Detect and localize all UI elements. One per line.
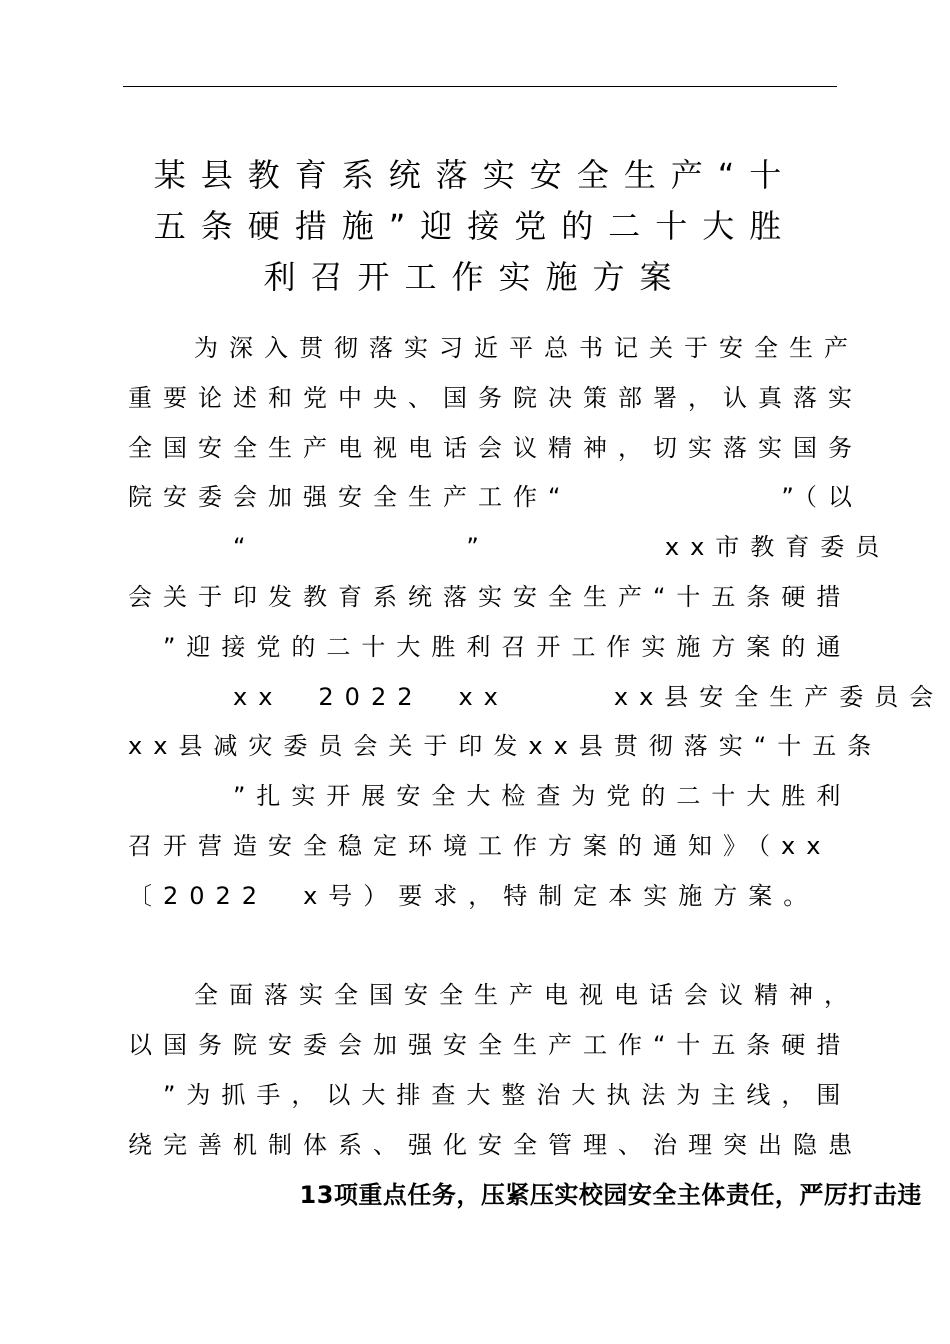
paragraph-line: ”迎接党的二十大胜利召开工作实施方案的通 xyxy=(128,632,852,661)
paragraph-line: 为深入贯彻落实习近平总书记关于安全生产 xyxy=(194,334,859,362)
paragraph-line: 〔2022 x号）要求，特制定本实施方案。 xyxy=(128,881,819,910)
paragraph-line: 全面落实全国安全生产电视电话会议精神， xyxy=(194,981,859,1010)
paragraph-line: 院安委会加强安全生产工作“ ”（以 xyxy=(128,483,863,512)
paragraph-line: 13项重点任务，压紧压实校园安全主体责任，严厉打击违 xyxy=(128,1180,922,1209)
paragraph-line: xx 2022 xx xx县安全生产委员会 xyxy=(128,682,945,711)
paragraph-line: ”扎实开展安全大检查为党的二十大胜利 xyxy=(128,782,852,811)
title-line-3: 利召开工作实施方案 xyxy=(263,258,687,296)
paragraph-line: 绕完善机制体系、强化安全管理、治理突出隐患 xyxy=(128,1130,863,1159)
paragraph-line: 会关于印发教育系统落实安全生产“十五条硬措 xyxy=(128,582,852,611)
paragraph-line: 以国务院安委会加强安全生产工作“十五条硬措 xyxy=(128,1031,852,1060)
body-text xyxy=(128,324,945,1220)
header-rule xyxy=(123,86,837,87)
paragraph-line: 重要论述和党中央、国务院决策部署，认真落实 xyxy=(128,383,863,412)
section-heading xyxy=(128,922,828,972)
document-title xyxy=(128,150,822,303)
paragraph-line: 召开营造安全稳定环境工作方案的通知》（xx xyxy=(128,831,832,860)
paragraph-line: ”为抓手，以大排查大整治大执法为主线，围 xyxy=(128,1080,852,1109)
paragraph-line: xx县减灾委员会关于印发xx县贯彻落实“十五条 xyxy=(128,732,883,761)
paragraph-line: “ ” xx市教育委员 xyxy=(128,533,891,562)
title-line-1: 某县教育系统落实安全生产“十 xyxy=(153,156,797,194)
paragraph-line: 全国安全生产电视电话会议精神，切实落实国务 xyxy=(128,433,863,462)
title-line-2: 五条硬措施”迎接党的二十大胜 xyxy=(153,207,797,245)
